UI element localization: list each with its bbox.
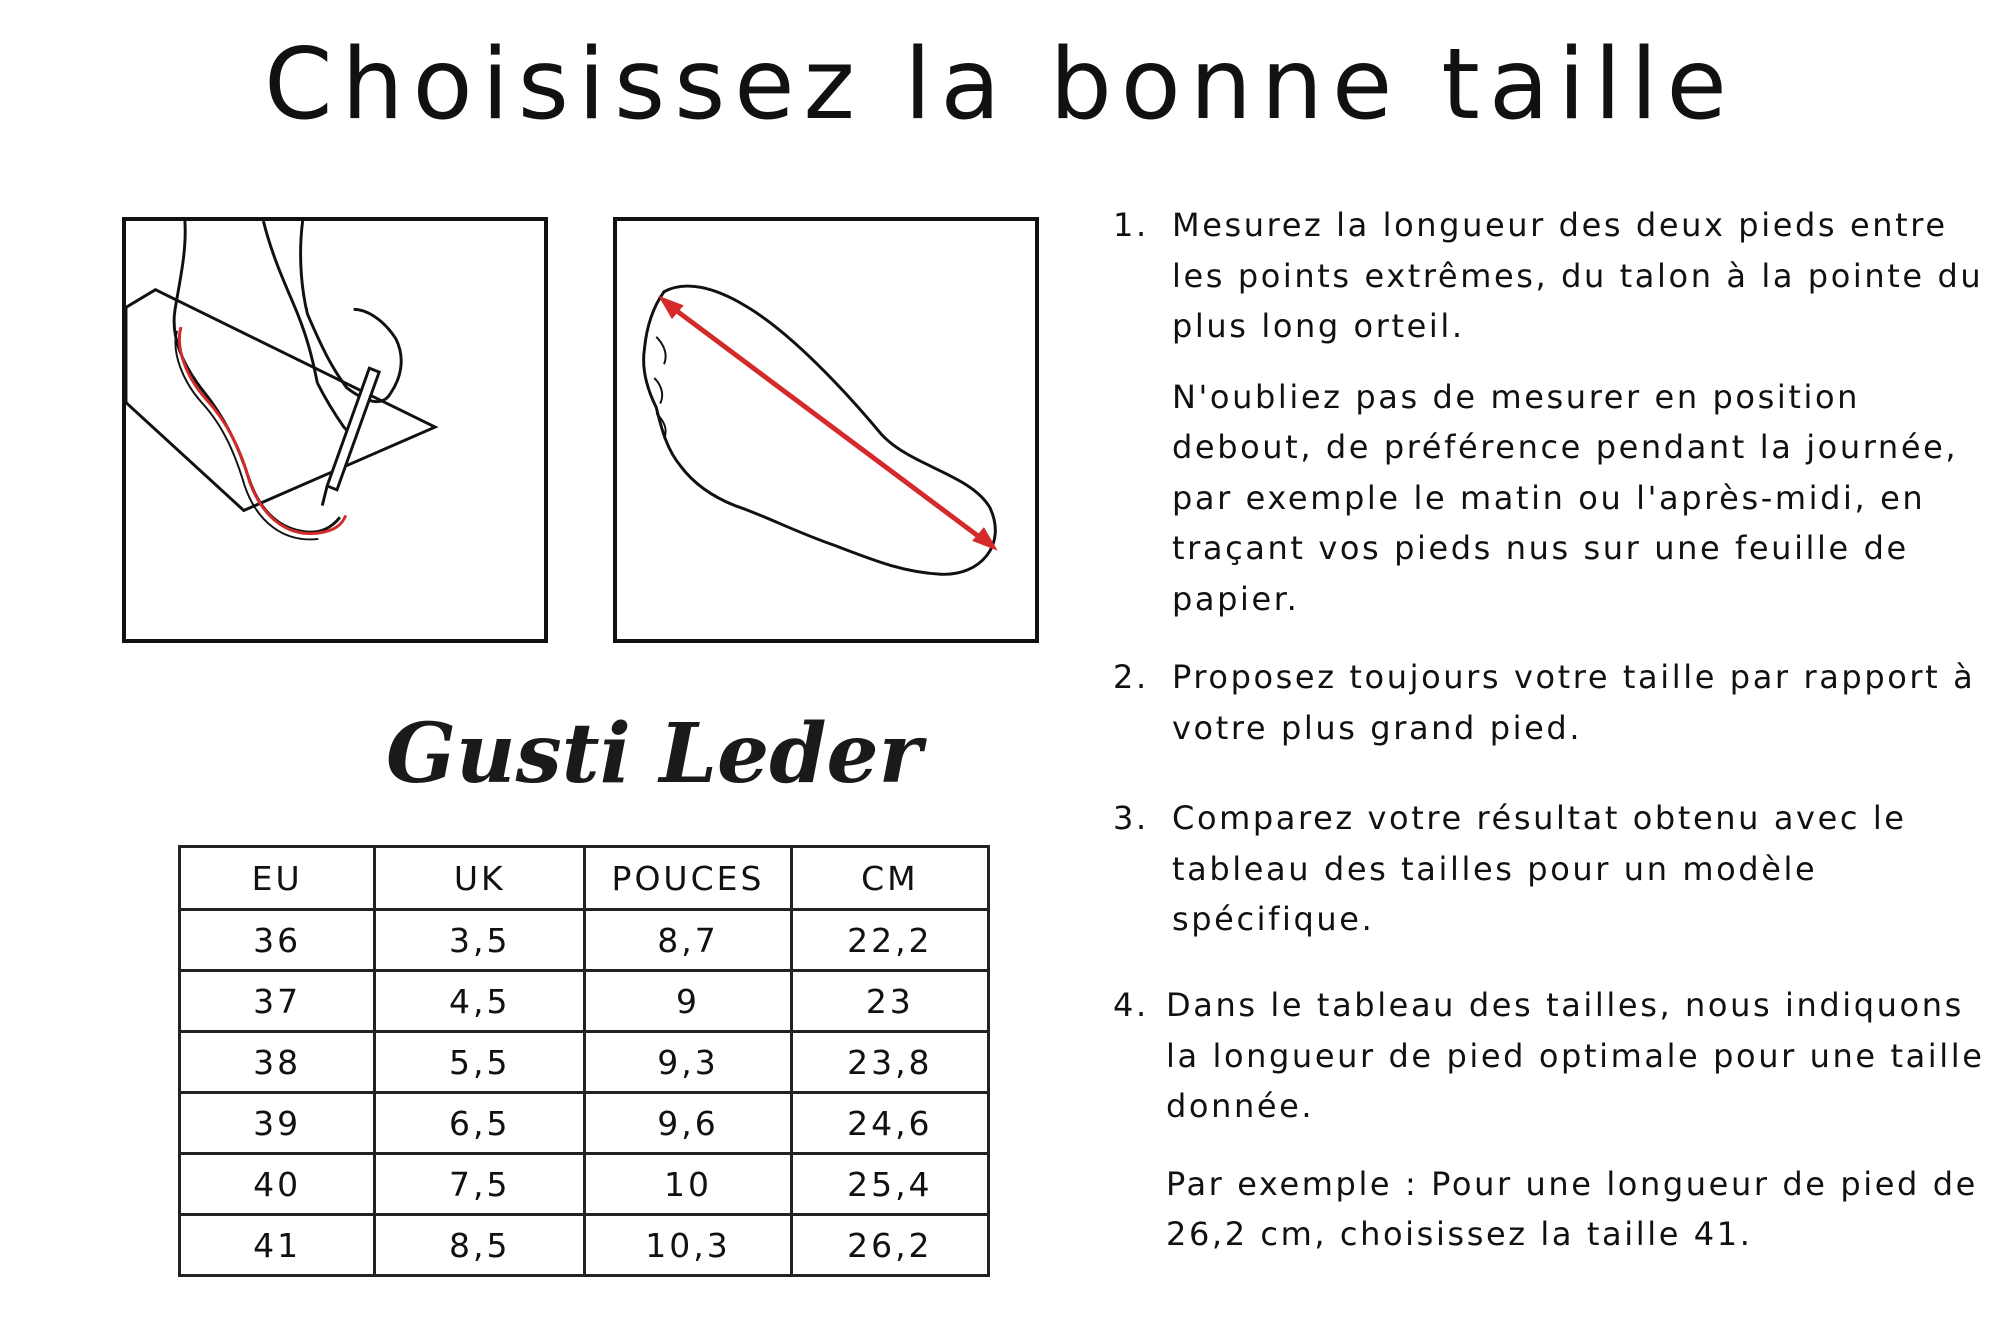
page-title: Choisissez la bonne taille [264, 28, 1736, 142]
cell-pouces: 9 [585, 971, 791, 1032]
cell-uk: 6,5 [375, 1093, 585, 1154]
step-number: 3. [1113, 799, 1149, 837]
step-text: Proposez toujours votre taille par rapport à votre plus grand pied. [1172, 658, 1976, 747]
step-number: 1. [1113, 206, 1149, 244]
cell-pouces: 10 [585, 1154, 791, 1215]
cell-eu: 36 [180, 910, 375, 971]
header-uk: UK [375, 847, 585, 910]
step-text: Mesurez la longueur des deux pieds entre les points extrêmes, du talon à la pointe du plus long orteil. [1172, 206, 1984, 345]
cell-pouces: 10,3 [585, 1215, 791, 1276]
header-cm: CM [791, 847, 988, 910]
step-note: Par exemple : Pour une longueur de pied de 26,2 cm, choisissez la taille 41. [1166, 1164, 1978, 1253]
cell-pouces: 8,7 [585, 910, 791, 971]
cell-uk: 4,5 [375, 971, 585, 1032]
table-row [180, 910, 989, 971]
step-number: 4. [1113, 986, 1149, 1024]
cell-eu: 39 [180, 1093, 375, 1154]
step-text: Comparez votre résultat obtenu avec le tableau des tailles pour un modèle spécifique. [1172, 799, 1907, 938]
cell-uk: 7,5 [375, 1154, 585, 1215]
cell-eu: 38 [180, 1032, 375, 1093]
cell-pouces: 9,3 [585, 1032, 791, 1093]
cell-pouces: 9,6 [585, 1093, 791, 1154]
cell-eu: 40 [180, 1154, 375, 1215]
cell-uk: 5,5 [375, 1032, 585, 1093]
foot-tracing-illustration [122, 217, 548, 643]
table-row [180, 1032, 989, 1093]
brand-logo [380, 690, 922, 810]
cell-cm: 24,6 [791, 1093, 988, 1154]
cell-cm: 23 [791, 971, 988, 1032]
foot-tracing-icon [126, 221, 544, 639]
header-eu: EU [180, 847, 375, 910]
footprint-measure-illustration [613, 217, 1039, 643]
size-table [178, 845, 990, 1277]
cell-cm: 23,8 [791, 1032, 988, 1093]
brand-logo-text: Gusti Leder [386, 706, 922, 802]
step-text: Dans le tableau des tailles, nous indiquons la longueur de pied optimale pour une taille donnée. [1166, 986, 1985, 1125]
table-row [180, 971, 989, 1032]
cell-cm: 25,4 [791, 1154, 988, 1215]
cell-eu: 41 [180, 1215, 375, 1276]
cell-cm: 22,2 [791, 910, 988, 971]
cell-eu: 37 [180, 971, 375, 1032]
table-row [180, 1215, 989, 1276]
table-row [180, 1093, 989, 1154]
table-header-row [180, 847, 989, 910]
header-pouces: POUCES [585, 847, 791, 910]
step-note: N'oubliez pas de mesurer en position debout, de préférence pendant la journée, par exemple le matin ou l'après-midi, en traçant vos pieds nus sur une feuille de papier. [1172, 377, 1959, 618]
cell-uk: 8,5 [375, 1215, 585, 1276]
cell-uk: 3,5 [375, 910, 585, 971]
step-number: 2. [1113, 658, 1149, 696]
table-row [180, 1154, 989, 1215]
cell-cm: 26,2 [791, 1215, 988, 1276]
footprint-arrow-icon [617, 221, 1035, 639]
